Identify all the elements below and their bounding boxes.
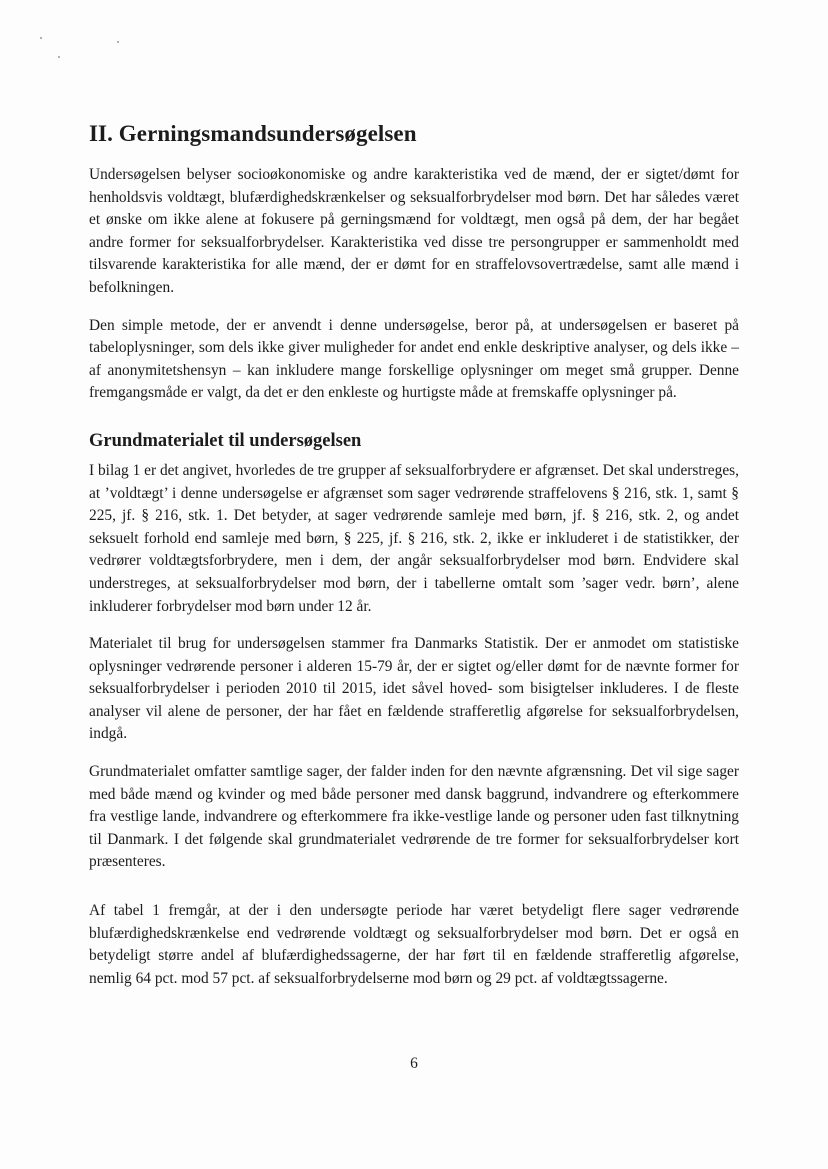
scan-speck <box>117 41 119 43</box>
body-paragraph: I bilag 1 er det angivet, hvorledes de tre grupper af seksualforbrydere er afgrænset. Det skal understreges, at ’voldtægt’ i denne undersøgelse er afgrænset som sager vedrørende straffelovens § 216, stk. 1, samt § 225, jf. § 216, stk. 1. Det betyder, at sager vedrørende samleje med børn, jf. § 216, stk. 2, og andet seksuelt forhold end samleje med børn, § 225, jf. § 216, stk. 2, ikke er inkluderet i de statistikker, der vedrører voldtægtsforbrydere, men i dem, der angår seksualforbrydelser mod børn. Endvidere skal understreges, at seksualforbrydelser mod børn, der i tabellerne omtalt som ’sager vedr. børn’, alene inkluderer forbrydelser mod børn under 12 år. <box>89 461 740 615</box>
body-paragraph: Materialet til brug for undersøgelsen stammer fra Danmarks Statistik. Der er anmodet om statistiske oplysninger vedrørende personer i alderen 15-79 år, der er sigtet og/eller dømt for de nævnte former for seksualforbrydelser i perioden 2010 til 2015, idet såvel hoved- som bisigtelser inkluderes. I de fleste analyser vil alene de personer, der har fået en fældende strafferetlig afgørelse for seksualforbrydelsen, indgå. <box>89 635 739 743</box>
scan-speck <box>58 56 60 58</box>
section-title: II. Gerningsmandsundersøgelsen <box>89 121 417 146</box>
body-paragraph: Undersøgelsen belyser socioøkonomiske og andre karakteristika ved de mænd, der er sigtet/dømt for henholdsvis voldtægt, blufærdighedskrænkelser og seksualforbrydelser mod børn. Det har således været et ønske om ikke alene at fokusere på gerningsmænd for voldtægt, men også på dem, der har begået andre former for seksualforbrydelser. Karakteristika ved disse tre persongrupper er sammenholdt med tilsvarende karakteristika for alle mænd, der er dømt for en straffelovsovertrædelse, samt alle mænd i befolkningen. <box>89 166 739 296</box>
scan-speck <box>40 37 42 39</box>
page-number: 6 <box>410 1055 418 1072</box>
page-body <box>89 121 739 1005</box>
body-paragraph: Af tabel 1 fremgår, at der i den undersøgte periode har været betydeligt flere sager vedrørende blufærdighedskrænkelse end vedrørende voldtægt og seksualforbrydelser mod børn. Det er også en betydeligt større andel af blufærdighedssagerne, der har ført til en fældende strafferetlig afgørelse, nemlig 64 pct. mod 57 pct. af seksualforbrydelserne mod børn og 29 pct. af voldtægtssagerne. <box>89 902 739 987</box>
subsection-title: Grundmaterialet til undersøgelsen <box>89 430 362 451</box>
body-paragraph: Den simple metode, der er anvendt i denne undersøgelse, beror på, at undersøgelsen er baseret på tabeloplysninger, som dels ikke giver muligheder for andet end enkle deskriptive analyser, og dels ikke – af anonymitetshensyn – kan inkludere mange forskellige oplysninger om meget små grupper. Denne fremgangsmåde er valgt, da det er den enkleste og hurtigste måde at fremskaffe oplysninger på. <box>89 316 739 402</box>
body-paragraph: Grundmaterialet omfatter samtlige sager, der falder inden for den nævnte afgrænsning. Det vil sige sager med både mænd og kvinder og med både personer med dansk baggrund, indvandrere og efterkommere fra vestlige lande, indvandrere og efterkommere fra ikke-vestlige lande og personer uden fast tilknytning til Danmark. I det følgende skal grundmaterialet vedrørende de tre former for seksualforbrydelser kort præsenteres. <box>89 763 739 871</box>
